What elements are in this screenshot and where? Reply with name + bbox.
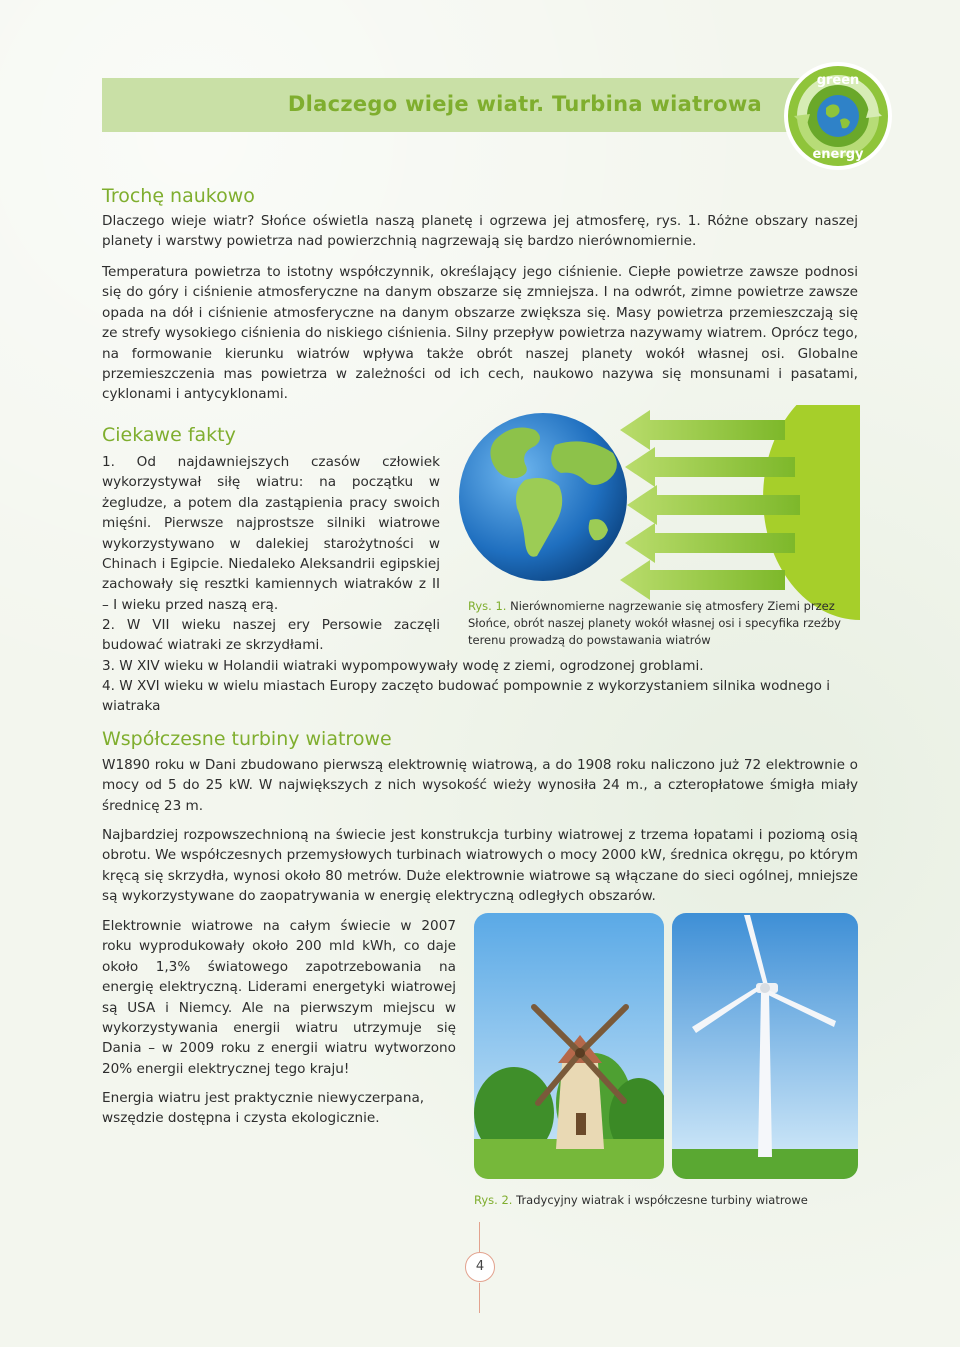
- page-number-line-bottom: [479, 1283, 480, 1313]
- science-paragraph-1: Dlaczego wieje wiatr? Słońce oświetla naszą planetę i ogrzewa jej atmosferę, rys. 1. Różne obszary naszej planety i warstwy powietrza nad powierzchnią nagrzewają się bardzo nierównomiernie.: [102, 213, 858, 250]
- figure-2-text: Tradycyjny wiatrak i współczesne turbiny wiatrowe: [516, 1193, 808, 1207]
- page-number: 4: [465, 1252, 495, 1282]
- earth-icon: [817, 95, 859, 137]
- page-title: Dlaczego wieje wiatr. Turbina wiatrowa: [287, 92, 762, 116]
- figure-1-label: Rys. 1.: [468, 599, 507, 613]
- figure-2-caption: [474, 1192, 874, 1209]
- turbines-paragraph-1: W1890 roku w Dani zbudowano pierwszą elektrownię wiatrową, a do 1908 roku naliczono już 72 elektrownie o mocy od 5 do 25 kW. W największych z nich wysokość wieży wynosiła 24 m., a czteropłatowe śmigła miały średnicę 23 m.: [102, 757, 858, 814]
- page-number-line-top: [479, 1222, 480, 1252]
- windmill-illustration: [474, 913, 664, 1179]
- section-title-science: Trochę naukowo: [102, 185, 255, 207]
- science-paragraph-2: Temperatura powietrza to istotny współczynnik, określający jego ciśnienie. Ciepłe powietrze zawsze podnosi się do góry i ciśnienie atmosferyczne na danym obszarze się zmniejsza. I na odwrót, zimne powietrze zawsze opada na dół i ciśnienie atmosferyczne na danym obszarze zwiększa się. Masy powietrza przemieszczają się ze strefy wysokiego ciśnienia do niskiego ciśnienia. Silny przepływ powietrza nazywamy wiatrem. Oprócz tego, na formowanie kierunku wiatrów wpływa także obrót naszej planety wokół własnej osi. Globalne przemieszczenia mas powietrza w zależności od ich cech, naukowo nazywa się monsunami i pasatami, cyklonami i antycyklonami.: [102, 264, 858, 403]
- turbines-paragraph-4: Energia wiatru jest praktycznie niewyczerpana, wszędzie dostępna i czysta ekologicznie.: [102, 1090, 425, 1127]
- heat-arrows: [620, 410, 800, 600]
- wind-turbine-illustration: [672, 913, 858, 1179]
- section-title-turbines: Współczesne turbiny wiatrowe: [102, 728, 392, 750]
- logo-text-energy: energy: [812, 147, 864, 162]
- green-energy-logo: [782, 60, 894, 172]
- fact-1: 1. Od najdawniejszych czasów człowiek wykorzystywał siłę wiatru: na początku w żegludze, a potem dla zastąpienia pracy swoich mięśni. Pierwsze najprostsze silniki wiatrowe wykorzystywano w dalekiej starożytności w Chinach i Egipcie. Niedaleko Aleksandrii egipskiej zachowały się resztki kamiennych wiatraków z II – I wieku przed naszą erą.: [102, 454, 440, 613]
- figure-2-label: Rys. 2.: [474, 1193, 513, 1207]
- fact-2: 2. W VII wieku naszej ery Persowie zaczęli budować wiatraki ze skrzydłami.: [102, 617, 440, 654]
- logo-text-green: green: [816, 73, 860, 88]
- figure-earth-sun-arrows: [455, 405, 860, 620]
- section-title-facts: Ciekawe fakty: [102, 424, 236, 446]
- turbines-paragraph-3: Elektrownie wiatrowe na całym świecie w 2007 roku wyprodukowały około 200 mld kWh, co daje około 1,3% światowego zapotrzebowania na energię elektryczną. Liderami energetyki wiatrowej są USA i Niemcy. Ale na pierwszym miejscu w wykorzystywania energii wiatru utrzymuje się Dania – w 2009 roku z energii wiatru wytworzono 20% energii elektrycznej tego kraju!: [102, 918, 456, 1077]
- header-band: [102, 78, 802, 132]
- fact-3: 3. W XIV wieku w Holandii wiatraki wypompowywały wodę z ziemi, ogrodzonej groblami.: [102, 658, 704, 674]
- figure-1-caption: [468, 598, 860, 649]
- turbines-paragraph-2: Najbardziej rozpowszechnioną na świecie jest konstrukcja turbiny wiatrowej z trzema łopatami i poziomą osią obrotu. We współczesnych przemysłowych turbinach wiatrowych o mocy 2000 kW, średnica okręgu, po którym kręcą się skrzydła, wynosi około 80 metrów. Duże elektrownie wiatrowe są włączane do sieci ogólnej, mniejsze są wykorzystywane do zaopatrywania w energię elektryczną odległych obszarów.: [102, 827, 858, 905]
- figure-1-text: Nierównomierne nagrzewanie się atmosfery Ziemi przez Słońce, obrót naszej planety wokół własnej osi i specyfika rzeźby terenu prowadzą do powstawania wiatrów: [468, 599, 841, 647]
- fact-4: 4. W XVI wieku w wielu miastach Europy zaczęto budować pompownie z wykorzystaniem silnika wodnego i wiatraka: [102, 678, 831, 715]
